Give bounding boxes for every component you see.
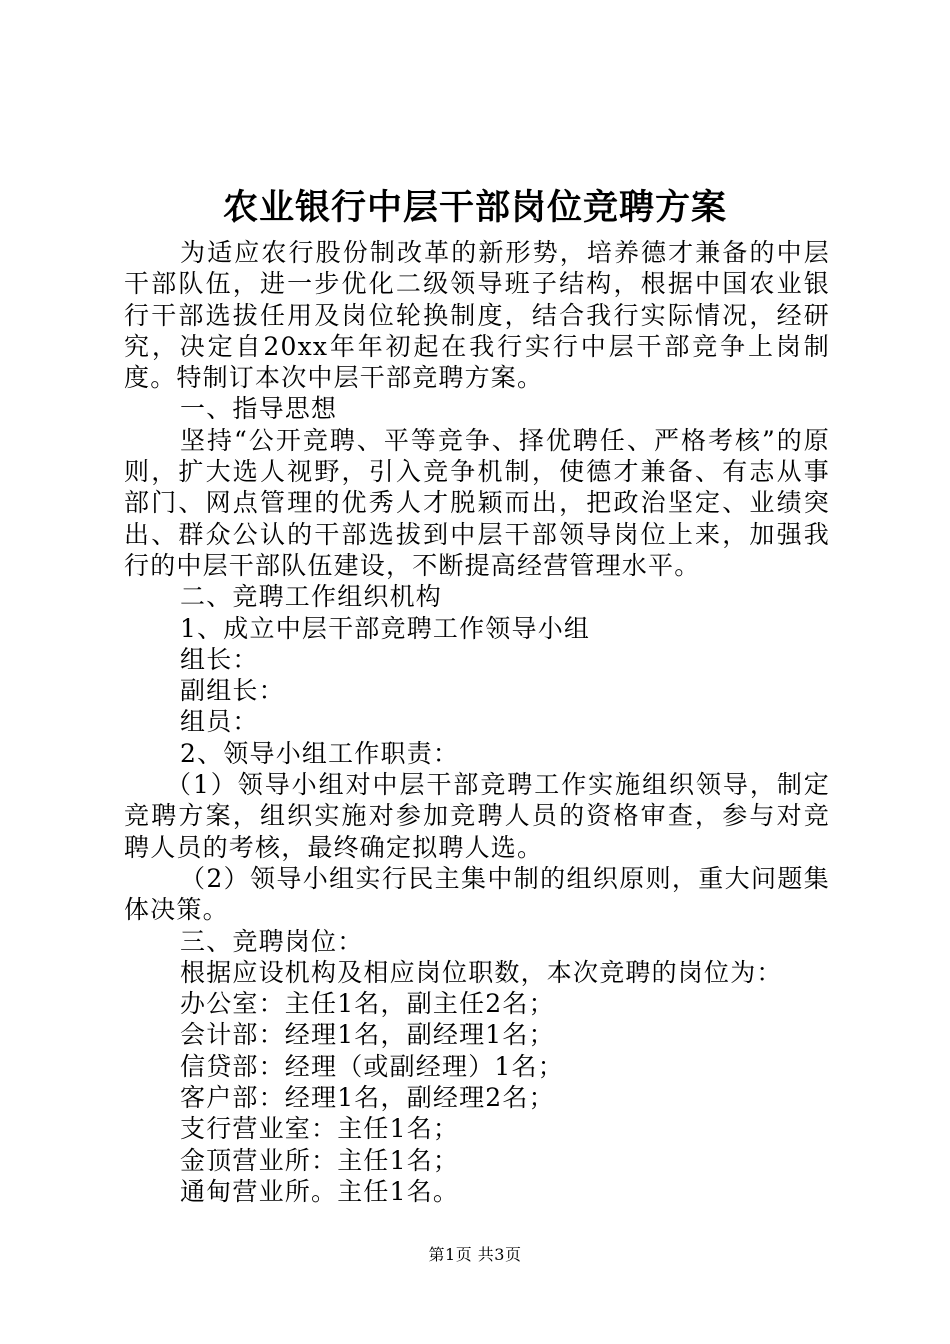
- paragraph-positions-intro: 根据应设机构及相应岗位职数，本次竞聘的岗位为：: [180, 957, 783, 987]
- paragraph-duty-2: （2）领导小组实行民主集中制的组织原则，重大问题集体决策。: [124, 863, 830, 925]
- section-heading-positions: 三、竞聘岗位：: [180, 926, 364, 956]
- position-jinding: 金顶营业所：主任1名；: [180, 1145, 460, 1175]
- position-customer: 客户部：经理1名，副经理2名；: [180, 1083, 555, 1113]
- paragraph-principles: 坚持“公开竞聘、平等竞争、择优聘任、严格考核”的原则，扩大选人视野，引入竞争机制，使德才兼备、有志从事部门、网点管理的优秀人才脱颖而出，把政治坚定、业绩突出、群众公认的干部选拔到中层干部领导岗位上来，加强我行的中层干部队伍建设，不断提高经营管理水平。: [124, 425, 830, 580]
- section-heading-guiding-thought: 一、指导思想: [180, 394, 338, 424]
- list-item-deputy-leader: 副组长：: [180, 676, 285, 706]
- list-item-duties: 2、领导小组工作职责：: [180, 738, 460, 768]
- position-credit: 信贷部：经理（或副经理）1名；: [180, 1051, 564, 1081]
- document-body: [124, 237, 830, 1207]
- position-branch-office: 支行营业室：主任1名；: [180, 1114, 460, 1144]
- list-item-members: 组员：: [180, 707, 259, 737]
- paragraph-intro: 为适应农行股份制改革的新形势，培养德才兼备的中层干部队伍，进一步优化二级领导班子结构，根据中国农业银行干部选拔任用及岗位轮换制度，结合我行实际情况，经研究，决定自20xx年年初起在我行实行中层干部竞争上岗制度。特制订本次中层干部竞聘方案。: [124, 238, 830, 393]
- page-footer: 第1页 共3页: [428, 1245, 522, 1264]
- paragraph-duty-1: （1）领导小组对中层干部竞聘工作实施组织领导，制定竞聘方案，组织实施对参加竞聘人员的资格审查，参与对竞聘人员的考核，最终确定拟聘人选。: [124, 770, 830, 862]
- list-item-group-leader: 组长：: [180, 644, 259, 674]
- document-title: 农业银行中层干部岗位竞聘方案: [222, 187, 727, 228]
- list-item-leadership-group: 1、成立中层干部竞聘工作领导小组: [180, 613, 591, 643]
- section-heading-organization: 二、竞聘工作组织机构: [180, 582, 443, 612]
- position-office: 办公室：主任1名，副主任2名；: [180, 989, 555, 1019]
- position-accounting: 会计部：经理1名，副经理1名；: [180, 1020, 555, 1050]
- position-tongdian: 通甸营业所。主任1名。: [180, 1176, 460, 1206]
